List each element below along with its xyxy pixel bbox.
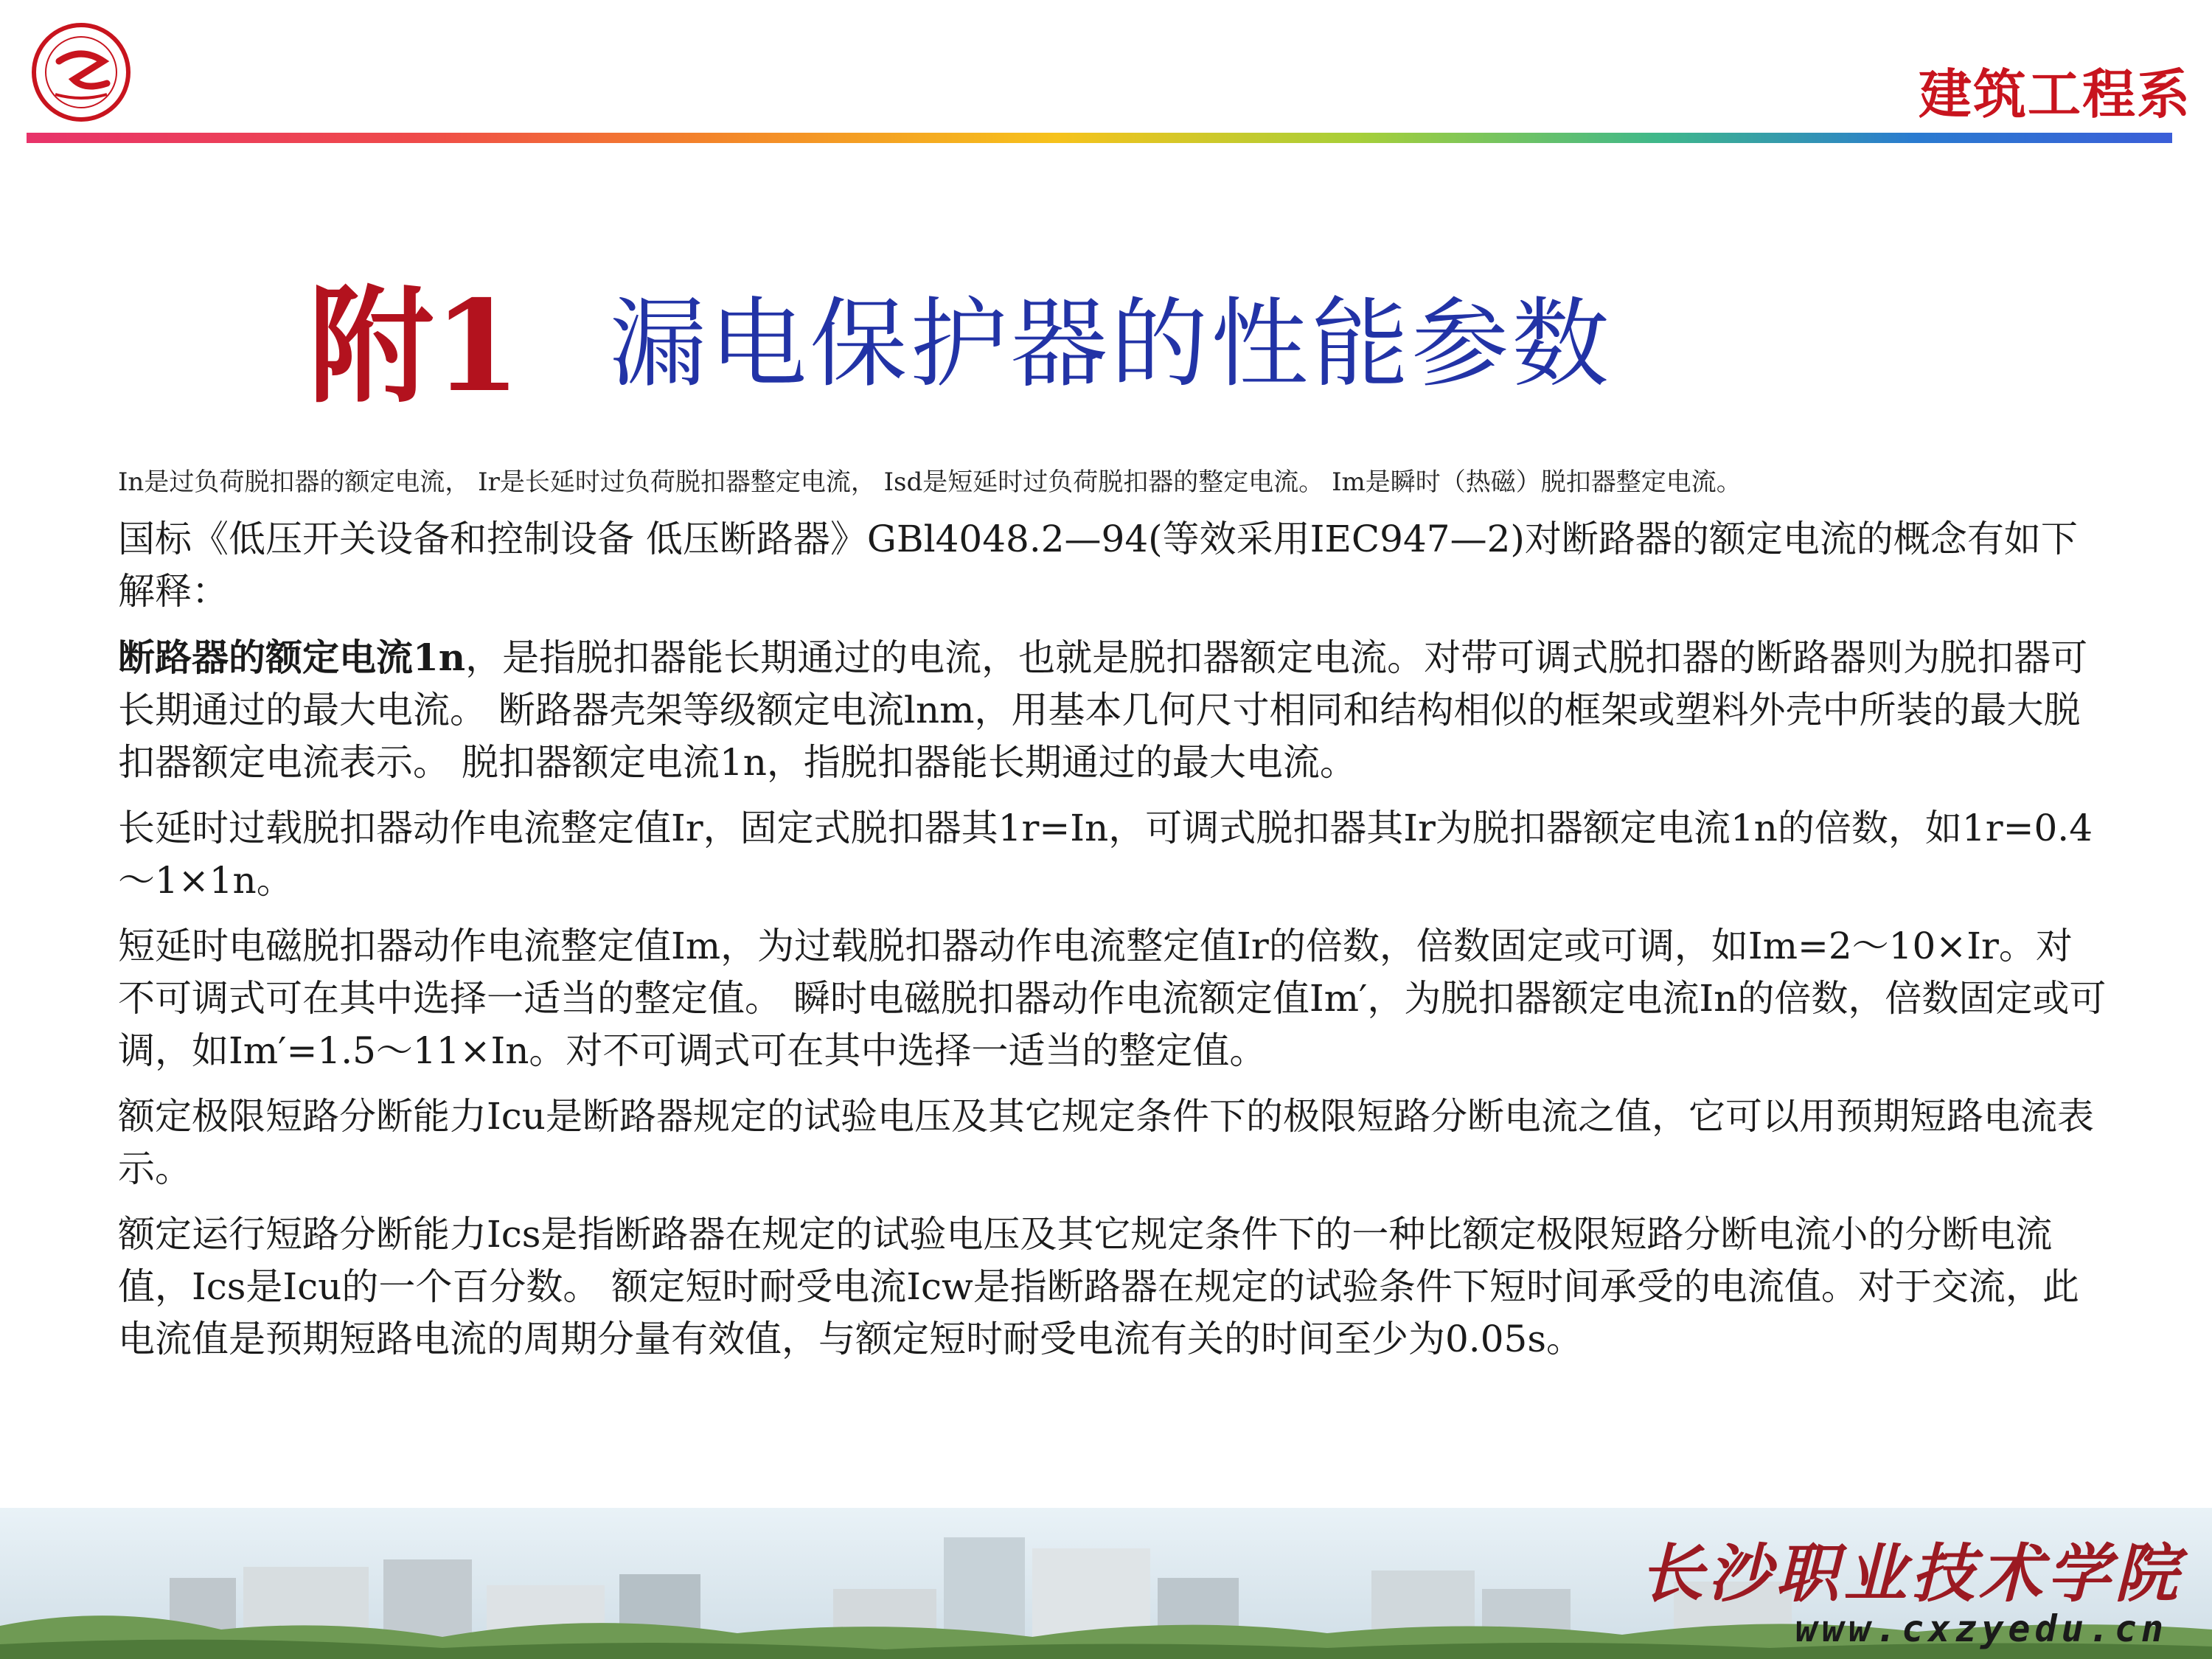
paragraph-icu: 额定极限短路分断能力Icu是断路器规定的试验电压及其它规定条件下的极限短路分断电流之值，它可以用预期短路电流表示。 <box>118 1095 2094 1190</box>
college-logo <box>29 21 133 124</box>
department-name: 建筑工程系 <box>1918 63 2191 125</box>
college-name: 长沙职业技术学院 <box>1640 1537 2183 1611</box>
title-prefix: 附1 <box>308 272 521 420</box>
title-text: 漏电保护器的性能参数 <box>609 288 1613 401</box>
paragraph-short-delay: 短延时电磁脱扣器动作电流整定值Im，为过载脱扣器动作电流整定值Ir的倍数，倍数固定或可调，如Im=2～10×Ir。对不可调式可在其中选择一适当的整定值。 瞬时电磁脱扣器动作电流额定值Im′，为脱扣器额定电流In的倍数，倍数固定或可调，如Im′=1.5～11×In。对不可调式可在其中选择一适当的整定值。 <box>118 925 2107 1072</box>
rated-current-term: 断路器的额定电流1n <box>118 636 466 679</box>
rated-current-desc: ，是指脱扣器能长期通过的电流，也就是脱扣器额定电流。对带可调式脱扣器的断路器则为脱扣器可长期通过的最大电流。 断路器壳架等级额定电流lnm，用基本几何尺寸相同和结构相似的框架或塑料外壳中所装的最大脱扣器额定电流表示。 脱扣器额定电流1n，指脱扣器能长期通过的最大电流。 <box>118 636 2088 784</box>
college-url: www.cxzyedu.cn <box>1795 1607 2168 1650</box>
body-text <box>118 513 2109 1379</box>
definitions-note: In是过负荷脱扣器的额定电流， Ir是长延时过负荷脱扣器整定电流， Isd是短延时过负荷脱扣器的整定电流。 Im是瞬时（热磁）脱扣器整定电流。 <box>118 467 1742 497</box>
paragraph-standard: 国标《低压开关设备和控制设备 低压断路器》GBl4048.2—94(等效采用IEC947—2)对断路器的额定电流的概念有如下解释： <box>118 518 2078 613</box>
header-divider <box>27 133 2172 143</box>
paragraph-ics: 额定运行短路分断能力Ics是指断路器在规定的试验电压及其它规定条件下的一种比额定极限短路分断电流小的分断电流值，Ics是Icu的一个百分数。 额定短时耐受电流Icw是指断路器在规定的试验条件下短时间承受的电流值。对于交流，此电流值是预期短路电流的周期分量有效值，与额定短时耐受电流有关的时间至少为0.05s。 <box>118 1213 2079 1360</box>
paragraph-rated-current <box>118 631 2109 789</box>
paragraph-long-delay: 长延时过载脱扣器动作电流整定值Ir，固定式脱扣器其1r=In，可调式脱扣器其Ir为脱扣器额定电流1n的倍数，如1r=0.4～1×1n。 <box>118 807 2093 902</box>
page-title <box>308 262 1613 420</box>
